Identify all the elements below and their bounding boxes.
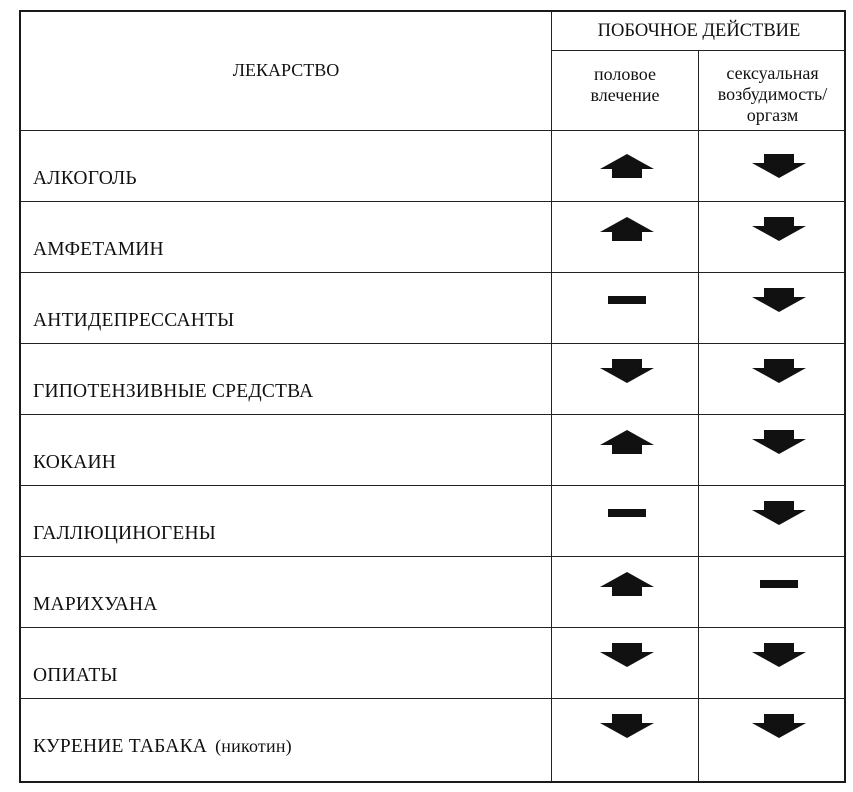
- libido-column-header: [552, 64, 698, 106]
- side-effects-table: [19, 10, 846, 783]
- libido-header-line: половое: [594, 64, 656, 84]
- arousal-header-line: возбудимость/: [717, 84, 828, 104]
- arousal-header-line: сексуальная: [726, 63, 819, 83]
- row-divider: [21, 414, 844, 415]
- drug-label: ОПИАТЫ: [33, 665, 118, 686]
- down-arrow-icon: [750, 215, 808, 243]
- drug-label: КУРЕНИЕ ТАБАКА: [33, 736, 208, 757]
- dash-icon: [750, 570, 808, 598]
- down-arrow-icon: [598, 357, 656, 385]
- row-divider: [21, 627, 844, 628]
- drug-note: (никотин): [215, 736, 292, 756]
- drug-name: [33, 736, 292, 758]
- row-divider: [21, 272, 844, 273]
- dash-icon: [598, 286, 656, 314]
- row-divider: [21, 556, 844, 557]
- up-arrow-icon: [598, 152, 656, 180]
- row-divider: [21, 343, 844, 344]
- down-arrow-icon: [750, 641, 808, 669]
- drug-label: КОКАИН: [33, 452, 117, 473]
- up-arrow-icon: [598, 570, 656, 598]
- drug-name: [33, 168, 137, 190]
- drug-name: [33, 381, 313, 403]
- header-bottom-line: [21, 130, 844, 131]
- down-arrow-icon: [750, 357, 808, 385]
- drug-name: [33, 239, 164, 261]
- down-arrow-icon: [750, 499, 808, 527]
- drug-name: [33, 665, 118, 687]
- drug-label: АМФЕТАМИН: [33, 239, 164, 260]
- row-divider: [21, 201, 844, 202]
- drug-label: МАРИХУАНА: [33, 594, 158, 615]
- down-arrow-icon: [750, 152, 808, 180]
- arousal-column-header: [699, 63, 846, 126]
- down-arrow-icon: [598, 641, 656, 669]
- drug-label: ГИПОТЕНЗИВНЫЕ СРЕДСТВА: [33, 381, 314, 402]
- drug-name: [33, 523, 216, 545]
- header-subdivider: [551, 50, 844, 51]
- row-divider: [21, 698, 844, 699]
- drug-name: [33, 452, 116, 474]
- drug-column-header: ЛЕКАРСТВО: [232, 60, 340, 80]
- drug-name: [33, 310, 234, 332]
- arousal-header-line: оргазм: [746, 105, 799, 125]
- column-divider-vertical: [698, 50, 699, 781]
- down-arrow-icon: [750, 286, 808, 314]
- drug-label: ГАЛЛЮЦИНОГЕНЫ: [33, 523, 216, 544]
- up-arrow-icon: [598, 215, 656, 243]
- drug-label: АНТИДЕПРЕССАНТЫ: [33, 310, 235, 331]
- libido-header-line: влечение: [590, 85, 660, 105]
- drug-label: АЛКОГОЛЬ: [33, 168, 137, 189]
- header-divider-vertical: [551, 12, 552, 781]
- up-arrow-icon: [598, 428, 656, 456]
- drug-name: [33, 594, 158, 616]
- dash-icon: [598, 499, 656, 527]
- down-arrow-icon: [750, 428, 808, 456]
- down-arrow-icon: [598, 712, 656, 740]
- row-divider: [21, 485, 844, 486]
- down-arrow-icon: [750, 712, 808, 740]
- side-effect-header: ПОБОЧНОЕ ДЕЙСТВИЕ: [597, 21, 801, 41]
